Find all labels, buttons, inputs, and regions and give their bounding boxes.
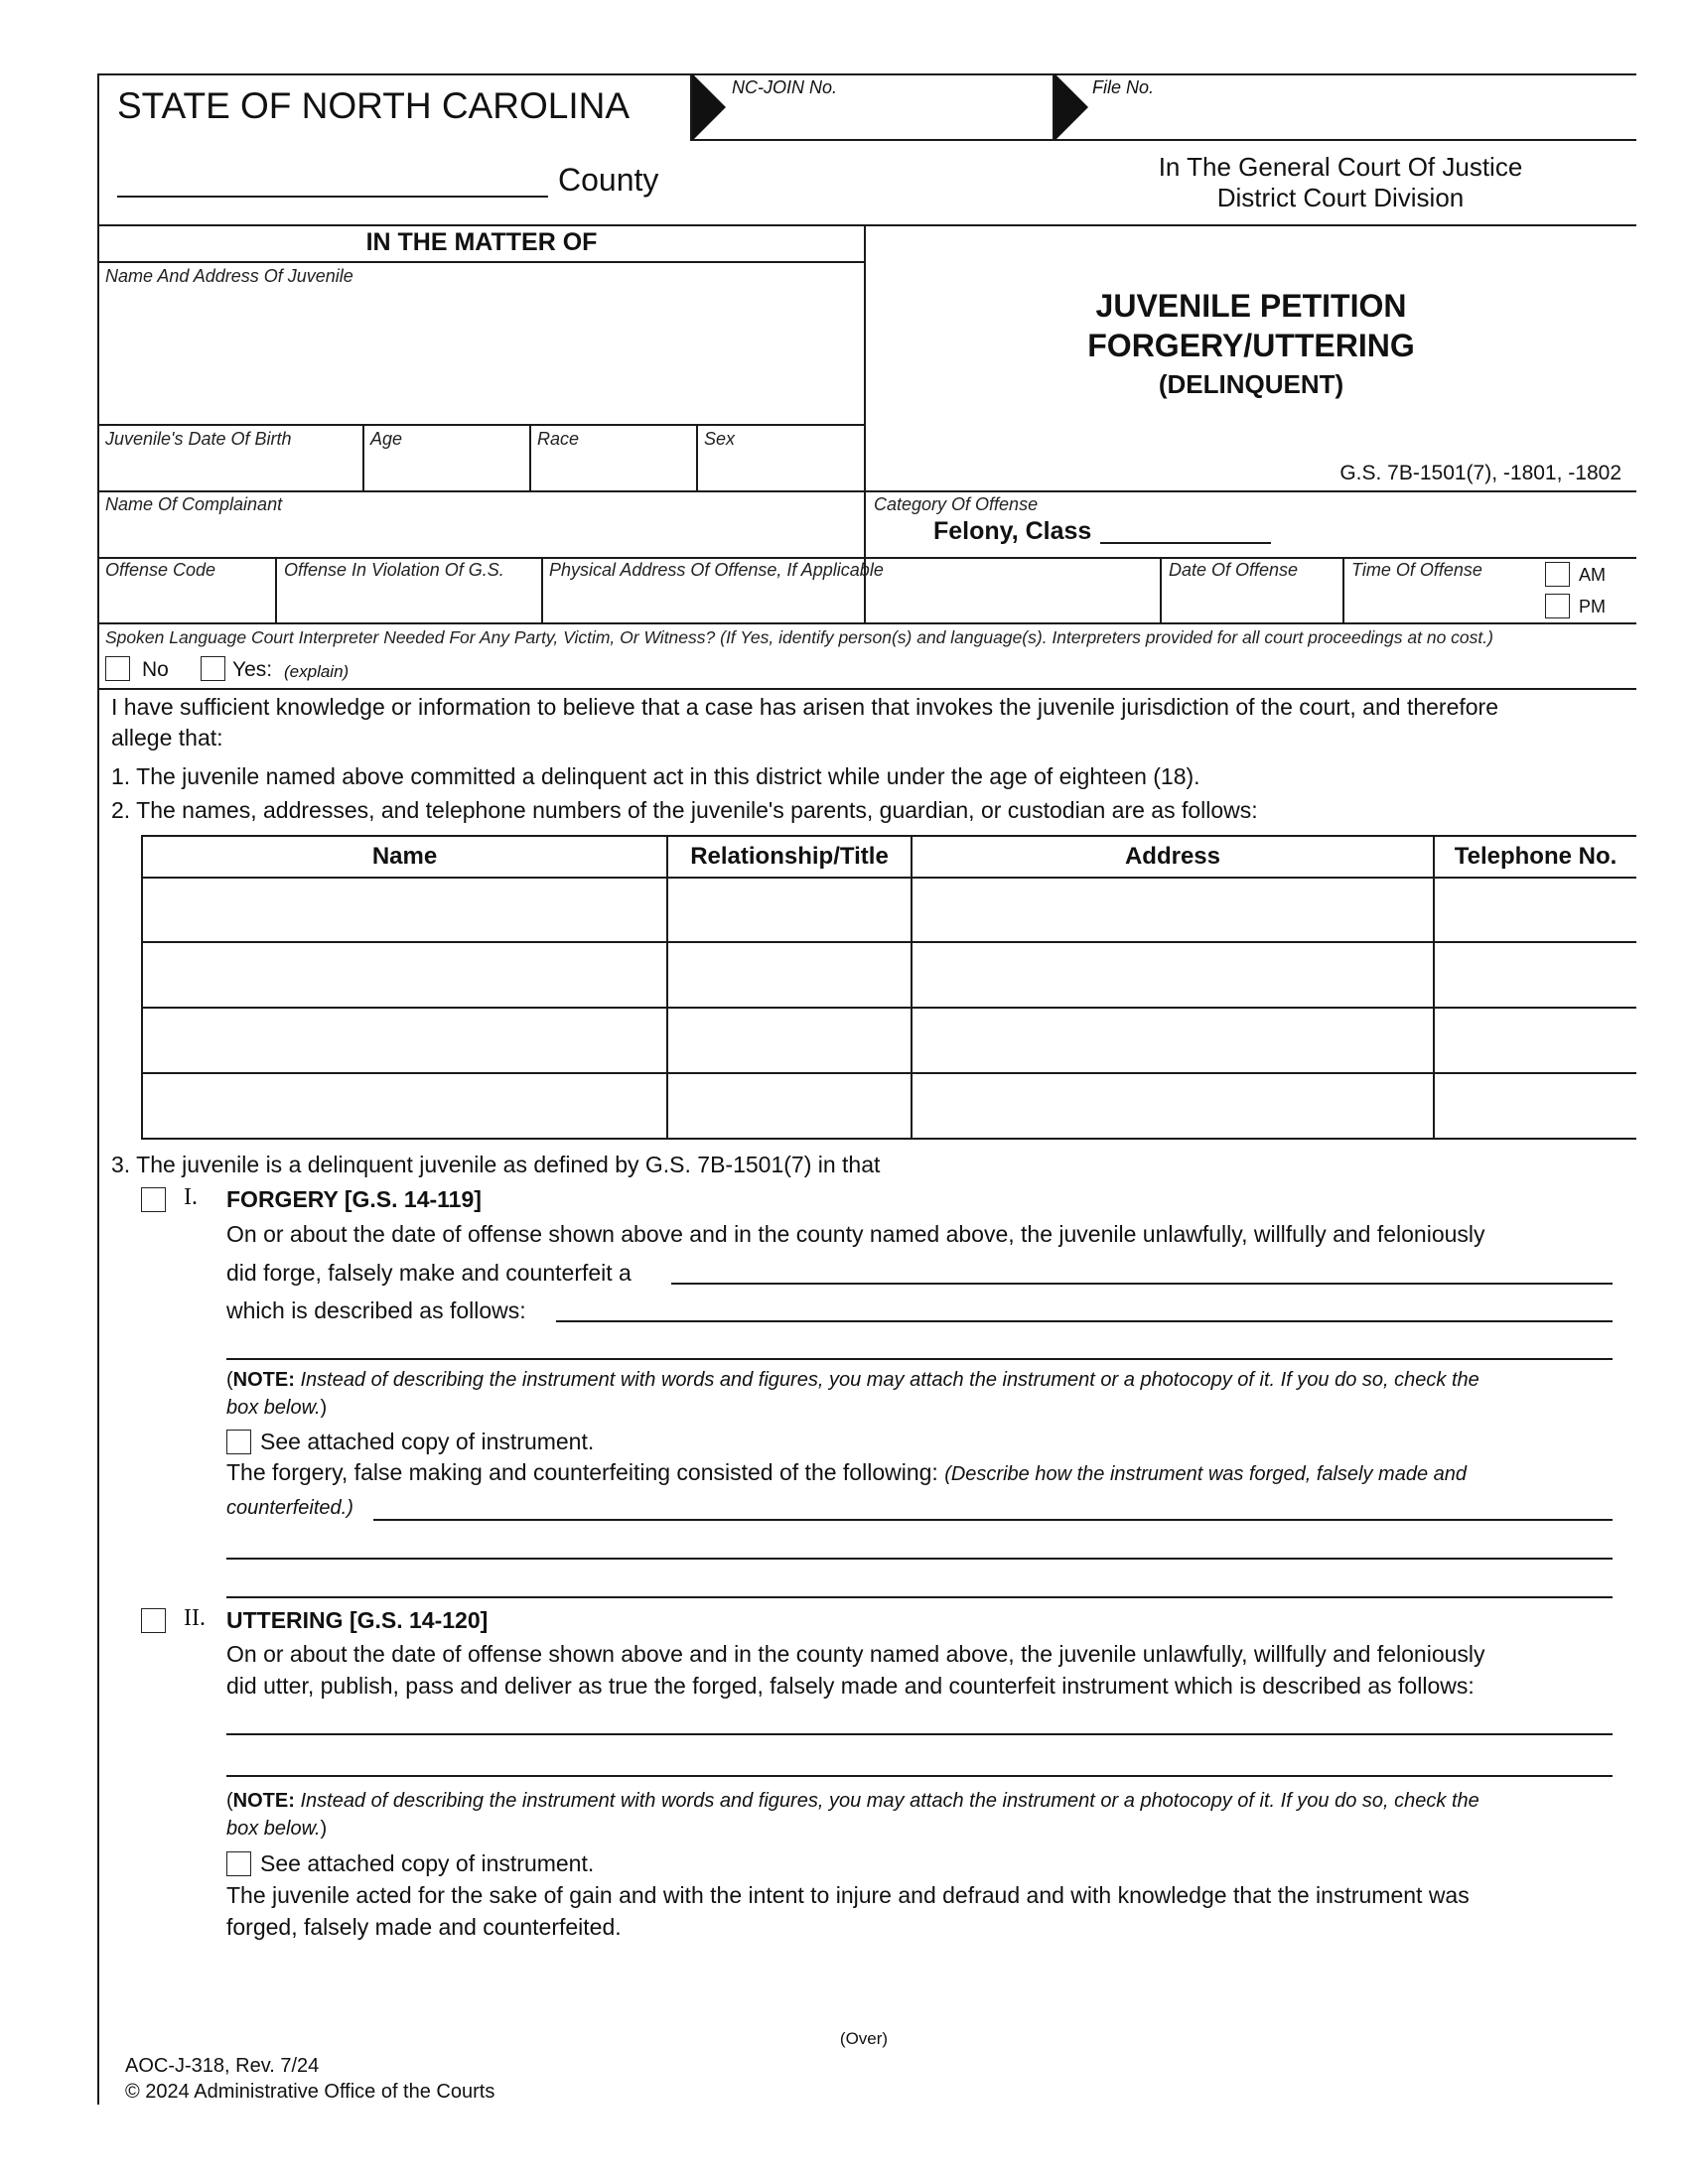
nc-join-field[interactable] — [732, 99, 1045, 137]
table-bottom-rule — [141, 1138, 1636, 1140]
left-border — [97, 73, 99, 2105]
complainant-field[interactable] — [105, 518, 856, 554]
dob-field[interactable] — [105, 453, 355, 486]
table-row[interactable] — [143, 879, 1636, 941]
county-field[interactable] — [117, 196, 548, 198]
form-id: AOC-J-318, Rev. 7/24 — [125, 2055, 320, 2077]
offense-row-rule — [97, 622, 1636, 624]
petition-title-line1: JUVENILE PETITION — [1095, 288, 1407, 324]
dob-vline-2 — [529, 424, 531, 490]
forgery-line-3: which is described as follows: — [226, 1297, 526, 1323]
table-top-rule — [141, 835, 1636, 837]
nc-join-arrow-icon — [692, 73, 726, 141]
race-field[interactable] — [537, 453, 688, 486]
complainant-rule — [97, 557, 1636, 559]
uttering-line-2: did utter, publish, pass and deliver as true the forged, falsely made and counterfeit instrument which is described as follows: — [226, 1673, 1475, 1699]
matter-heading-rule — [97, 261, 866, 263]
uttering-numeral: II. — [184, 1605, 206, 1631]
over-label: (Over) — [839, 2029, 889, 2048]
offense-date-label: Date Of Offense — [1169, 560, 1299, 580]
forgery-describe-line-2: counterfeited.) — [226, 1497, 353, 1519]
court-line-2: District Court Division — [1216, 183, 1465, 212]
forgery-description-field[interactable] — [556, 1320, 1613, 1322]
interpreter-question: Spoken Language Court Interpreter Needed For Any Party, Victim, Or Witness? (If Yes, identify person(s) and language(s). Interpreters provided for all court proceedings at no cost.) — [105, 627, 1493, 647]
table-header-name: Name — [371, 843, 438, 870]
offense-date-field[interactable] — [1169, 584, 1336, 619]
pm-label: PM — [1579, 597, 1606, 616]
category-value: Felony, Class — [933, 517, 1092, 545]
intro-line-2: allege that: — [111, 725, 223, 751]
sex-field[interactable] — [704, 453, 858, 486]
uttering-heading: UTTERING [G.S. 14-120] — [226, 1607, 489, 1633]
top-border — [97, 73, 1636, 75]
matter-heading: IN THE MATTER OF — [365, 228, 598, 256]
offense-vline-3 — [1160, 557, 1162, 622]
interpreter-explain-field[interactable] — [377, 656, 1628, 686]
name-address-field[interactable] — [105, 290, 856, 419]
dob-vline-1 — [362, 424, 364, 490]
offense-vline-4 — [1342, 557, 1344, 622]
table-row[interactable] — [143, 1009, 1636, 1072]
dob-label: Juvenile's Date Of Birth — [105, 429, 292, 449]
forgery-checkbox[interactable] — [141, 1187, 166, 1212]
interpreter-yes-checkbox[interactable] — [201, 656, 225, 681]
table-row[interactable] — [143, 943, 1636, 1007]
interpreter-explain-label: (explain) — [284, 662, 350, 681]
name-address-rule — [97, 424, 866, 426]
statute-reference: G.S. 7B-1501(7), -1801, -1802 — [1339, 462, 1621, 484]
state-title: STATE OF NORTH CAROLINA — [117, 85, 630, 126]
dob-vline-3 — [696, 424, 698, 490]
allegation-item-1: 1. The juvenile named above committed a delinquent act in this district while under the age of eighteen (18). — [111, 763, 1200, 789]
interpreter-rule — [97, 688, 1636, 690]
uttering-description-field-2[interactable] — [226, 1775, 1613, 1777]
forgery-consisted-field-3[interactable] — [226, 1596, 1613, 1598]
offense-violation-label: Offense In Violation Of G.S. — [284, 560, 504, 580]
offense-code-label: Offense Code — [105, 560, 216, 580]
intro-line-1: I have sufficient knowledge or information to believe that a case has arisen that invokes the juvenile jurisdiction of the court, and therefore — [111, 694, 1499, 720]
uttering-note-line-1: (NOTE: Instead of describing the instrument with words and figures, you may attach the instrument or a photocopy of it. If you do so, check the — [226, 1790, 1479, 1812]
am-checkbox[interactable] — [1545, 562, 1570, 587]
allegation-item-2: 2. The names, addresses, and telephone numbers of the juvenile's parents, guardian, or custodian are as follows: — [111, 797, 1258, 823]
matter-top-rule — [97, 224, 1636, 226]
petition-title-line3: (DELINQUENT) — [1158, 369, 1344, 399]
table-header-relationship: Relationship/Title — [690, 843, 889, 870]
forgery-attached-checkbox[interactable] — [226, 1430, 251, 1454]
dob-row-rule — [97, 490, 1636, 492]
table-header-address: Address — [1124, 843, 1221, 870]
am-label: AM — [1579, 565, 1606, 585]
forgery-description-field-2[interactable] — [226, 1358, 1613, 1360]
court-line-1: In The General Court Of Justice — [1158, 152, 1523, 182]
forgery-consisted-field-2[interactable] — [226, 1558, 1613, 1560]
copyright: © 2024 Administrative Office of the Courts — [125, 2081, 495, 2103]
age-field[interactable] — [370, 453, 521, 486]
felony-class-field[interactable] — [1100, 542, 1271, 544]
uttering-final-line-2: forged, falsely made and counterfeited. — [226, 1914, 622, 1940]
forgery-note-line-1: (NOTE: Instead of describing the instrument with words and figures, you may attach the instrument or a photocopy of it. If you do so, check the — [226, 1369, 1479, 1391]
forgery-line-2: did forge, falsely make and counterfeit a — [226, 1260, 632, 1286]
offense-address-label: Physical Address Of Offense, If Applicable — [549, 560, 884, 580]
sex-label: Sex — [704, 429, 736, 449]
age-label: Age — [370, 429, 403, 449]
table-header-telephone: Telephone No. — [1454, 843, 1618, 870]
forgery-numeral: I. — [184, 1184, 198, 1210]
interpreter-yes-label: Yes: — [232, 658, 273, 681]
interpreter-no-checkbox[interactable] — [105, 656, 130, 681]
offense-time-label: Time Of Offense — [1351, 560, 1482, 580]
file-no-field[interactable] — [1092, 99, 1628, 137]
offense-vline-2 — [541, 557, 543, 622]
uttering-checkbox[interactable] — [141, 1608, 166, 1633]
uttering-description-field[interactable] — [226, 1733, 1613, 1735]
forgery-see-attached: See attached copy of instrument. — [260, 1429, 595, 1454]
header-mid-rule — [690, 139, 1636, 141]
offense-code-field[interactable] — [105, 584, 269, 619]
allegation-item-3: 3. The juvenile is a delinquent juvenile as defined by G.S. 7B-1501(7) in that — [111, 1152, 881, 1177]
complainant-label: Name Of Complainant — [105, 494, 283, 514]
forgery-line-1: On or about the date of offense shown above and in the county named above, the juvenile unlawfully, willfully and feloniously — [226, 1221, 1485, 1247]
file-no-label: File No. — [1092, 77, 1155, 97]
uttering-final-line-1: The juvenile acted for the sake of gain and with the intent to injure and defraud and with knowledge that the instrument was — [226, 1882, 1470, 1908]
category-label: Category Of Offense — [874, 494, 1039, 514]
uttering-note-line-2: box below.) — [226, 1818, 328, 1840]
name-address-label: Name And Address Of Juvenile — [105, 266, 353, 286]
table-row[interactable] — [143, 1074, 1636, 1138]
forgery-heading: FORGERY [G.S. 14-119] — [226, 1186, 482, 1212]
interpreter-no-label: No — [142, 658, 169, 681]
file-no-arrow-icon — [1055, 73, 1088, 141]
uttering-attached-checkbox[interactable] — [226, 1851, 251, 1876]
county-label: County — [558, 162, 659, 198]
race-label: Race — [537, 429, 580, 449]
offense-violation-field[interactable] — [284, 584, 534, 619]
forgery-consisted-field[interactable] — [373, 1519, 1613, 1521]
uttering-see-attached: See attached copy of instrument. — [260, 1850, 595, 1876]
forgery-instrument-field[interactable] — [671, 1283, 1613, 1285]
offense-address-field[interactable] — [549, 584, 1153, 619]
offense-vline-1 — [275, 557, 277, 622]
pm-checkbox[interactable] — [1545, 594, 1570, 618]
uttering-line-1: On or about the date of offense shown above and in the county named above, the juvenile unlawfully, willfully and feloniously — [226, 1641, 1485, 1667]
forgery-note-line-2: box below.) — [226, 1397, 328, 1419]
forgery-consisted-line: The forgery, false making and counterfeiting consisted of the following: (Describe how the instrument was forged, falsely made and — [226, 1459, 1468, 1485]
offense-time-field[interactable] — [1351, 584, 1540, 619]
nc-join-label: NC-JOIN No. — [732, 77, 838, 97]
petition-title-line2: FORGERY/UTTERING — [1087, 328, 1415, 363]
